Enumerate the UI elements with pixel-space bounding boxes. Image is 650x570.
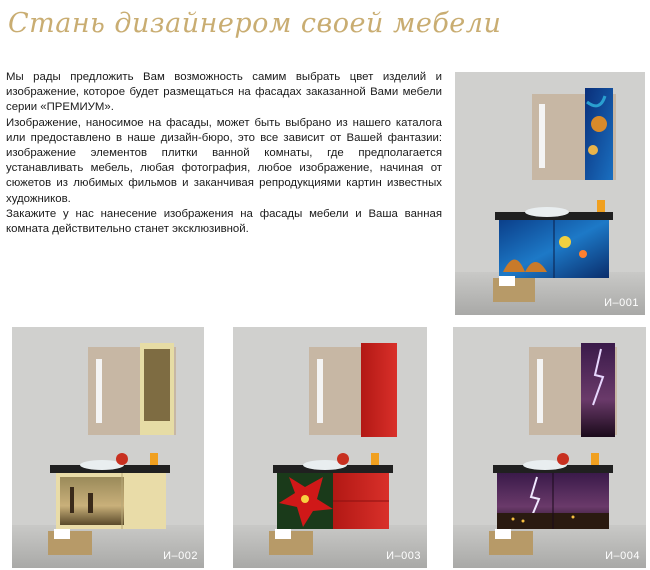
product-code: И–001 <box>604 297 639 309</box>
product-photo-painting <box>12 327 204 568</box>
product-photo-red-flower <box>233 327 427 568</box>
product-card-4 <box>453 327 646 568</box>
product-card-1 <box>455 72 645 315</box>
product-code: И–004 <box>605 550 640 562</box>
product-photo-underwater <box>455 72 645 315</box>
intro-paragraph-3: Закажите у нас нанесение изображения на фасады мебели и Ваша ванная комната действительно станет эксклюзивной. <box>6 207 442 236</box>
intro-text <box>6 70 442 237</box>
product-card-3 <box>233 327 427 568</box>
product-card-2 <box>12 327 204 568</box>
page-title: Стань дизайнером своей мебели <box>8 8 502 39</box>
product-photo-lightning <box>453 327 646 568</box>
intro-paragraph-2: Изображение, наносимое на фасады, может быть выбрано из нашего каталога или предоставлено в наше дизайн-бюро, это все зависит от Вашей фантазии: изображение элементов плитки ванной комнаты, где предполагается устанавливать мебель, любая фотография, любое изображение, начиная от сюжетов из любимых фильмов и заканчивая репродукциями картин известных художников. <box>6 116 442 205</box>
intro-paragraph-1: Мы рады предложить Вам возможность самим выбрать цвет изделий и изображение, которое будет размещаться на фасадах заказанной Вами мебели серии «ПРЕМИУМ». <box>6 71 442 114</box>
product-code: И–003 <box>386 550 421 562</box>
product-code: И–002 <box>163 550 198 562</box>
